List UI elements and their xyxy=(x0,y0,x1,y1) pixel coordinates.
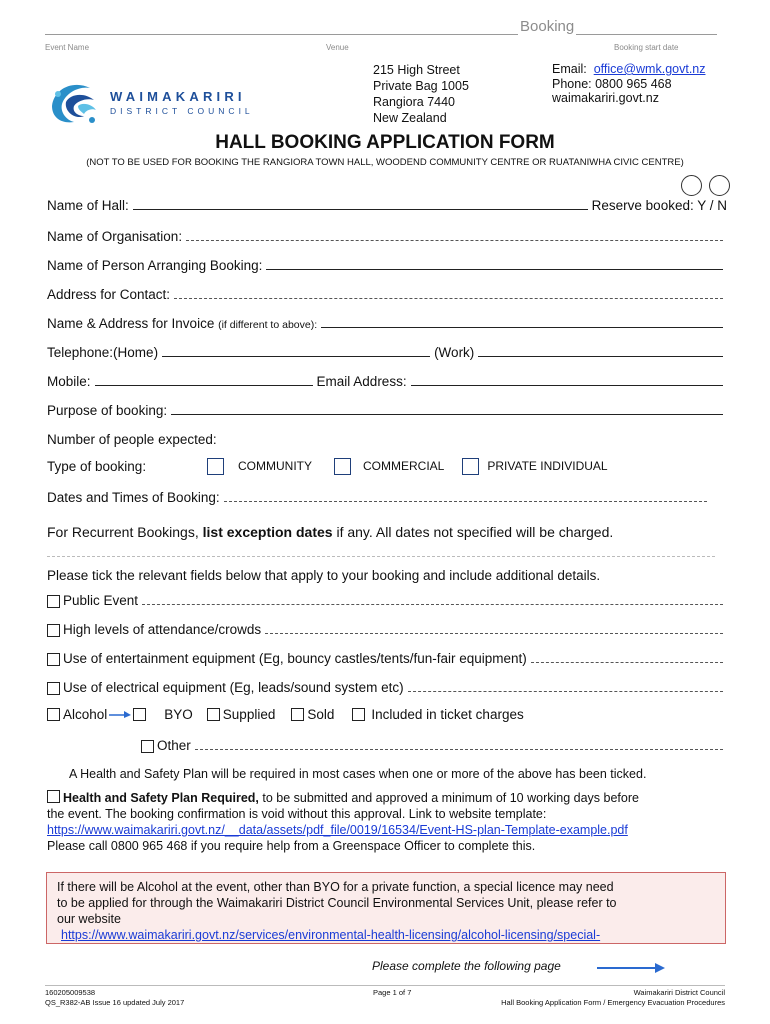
entertainment-row xyxy=(47,646,727,666)
public-event-checkbox[interactable] xyxy=(47,595,60,608)
people-row xyxy=(47,427,727,447)
attendance-row xyxy=(47,617,727,637)
form-title: HALL BOOKING APPLICATION FORM xyxy=(215,132,555,153)
alcohol-note-line: to be applied for through the Waimakariri District Council Environmental Services Unit, please refer to xyxy=(57,896,617,910)
hs-plan-bold: Health and Safety Plan Required, xyxy=(63,791,259,805)
mobile-input-line[interactable] xyxy=(95,385,313,386)
footer-doc: Hall Booking Application Form / Emergency Evacuation Procedures xyxy=(501,998,725,1007)
person-input-line[interactable] xyxy=(266,269,723,270)
event-name-label: Event Name xyxy=(45,43,90,52)
alcohol-licence-note xyxy=(46,872,726,944)
electrical-row xyxy=(47,675,727,695)
address-line: 215 High Street xyxy=(373,63,460,77)
logo-wordmark: WAIMAKARIRI xyxy=(110,89,246,104)
recurrent-prefix: For Recurrent Bookings, xyxy=(47,524,199,540)
booking-label: Booking xyxy=(520,18,575,35)
tel-work-label: (Work) xyxy=(434,345,475,360)
footer-code: 160205009538 xyxy=(45,988,96,997)
hs-note-row xyxy=(69,761,749,781)
purpose-input-line[interactable] xyxy=(171,414,723,415)
email-input-line[interactable] xyxy=(411,385,723,386)
website-text: waimakariri.govt.nz xyxy=(552,91,659,105)
email-label: Email: xyxy=(552,62,587,76)
other-checkbox[interactable] xyxy=(141,740,154,753)
electrical-input-line[interactable] xyxy=(408,691,723,692)
person-label: Name of Person Arranging Booking: xyxy=(47,258,263,273)
private-checkbox[interactable] xyxy=(462,458,479,475)
footer-page: Page 1 of 7 xyxy=(373,988,412,997)
footer-issue: QS_R382-AB Issue 16 updated July 2017 xyxy=(45,998,185,1007)
entertainment-input-line[interactable] xyxy=(531,662,723,663)
email-link[interactable]: office@wmk.govt.nz xyxy=(593,62,706,76)
address-line: Private Bag 1005 xyxy=(373,79,469,93)
logo-subtitle: DISTRICT COUNCIL xyxy=(110,106,254,116)
address-row xyxy=(47,282,727,302)
alcohol-note-line: our website xyxy=(57,912,121,926)
invoice-note: (if different to above): xyxy=(218,319,318,331)
entertainment-checkbox[interactable] xyxy=(47,653,60,666)
alcohol-checkbox[interactable] xyxy=(47,708,60,721)
invoice-input-line[interactable] xyxy=(321,327,723,328)
mobile-row xyxy=(47,369,727,389)
tel-work-input-line[interactable] xyxy=(478,356,723,357)
tel-home-label: Telephone:(Home) xyxy=(47,345,159,360)
hs-plan-block xyxy=(47,790,737,854)
hs-plan-text2: the event. The booking confirmation is void without this approval. Link to website template: xyxy=(47,807,547,821)
type-label: Type of booking: xyxy=(47,458,147,474)
mobile-label: Mobile: xyxy=(47,374,91,389)
council-logo-icon xyxy=(44,76,108,132)
alcohol-label: Alcohol xyxy=(63,706,108,722)
attendance-input-line[interactable] xyxy=(265,633,723,634)
attendance-label: High levels of attendance/crowds xyxy=(63,622,262,637)
other-row xyxy=(141,733,727,753)
person-row xyxy=(47,253,727,273)
arrow-right-icon xyxy=(109,709,131,719)
hs-plan-checkbox[interactable] xyxy=(47,790,60,803)
venue-label: Venue xyxy=(326,43,349,52)
commercial-checkbox[interactable] xyxy=(334,458,351,475)
council-address xyxy=(373,62,469,126)
dates-label: Dates and Times of Booking: xyxy=(47,490,220,505)
sold-label: Sold xyxy=(307,706,335,722)
recurrent-suffix: if any. All dates not specified will be charged. xyxy=(336,524,614,540)
tel-home-input-line[interactable] xyxy=(162,356,430,357)
hs-note-text: A Health and Safety Plan will be required in most cases when one or more of the above has been ticked. xyxy=(69,767,647,781)
public-event-row xyxy=(47,588,727,608)
dates-row xyxy=(47,485,711,505)
form-subtitle: (NOT TO BE USED FOR BOOKING THE RANGIORA TOWN HALL, WOODEND COMMUNITY CENTRE OR RUATANIWHA CIVIC CENTRE) xyxy=(86,157,684,168)
hs-template-link[interactable]: https://www.waimakariri.govt.nz/__data/assets/pdf_file/0019/16534/Event-HS-plan-Template-example.pdf xyxy=(47,823,628,837)
private-label: PRIVATE INDIVIDUAL xyxy=(487,459,608,473)
arrow-right-icon xyxy=(597,962,667,974)
start-date-label: Booking start date xyxy=(614,43,679,52)
community-checkbox[interactable] xyxy=(207,458,224,475)
community-label: COMMUNITY xyxy=(238,459,312,473)
footer-org: Waimakariri District Council xyxy=(633,988,725,997)
hall-row xyxy=(47,193,727,213)
byo-checkbox[interactable] xyxy=(133,708,146,721)
tick-intro-text: Please tick the relevant fields below that apply to your booking and include additional details. xyxy=(47,568,601,583)
electrical-label: Use of electrical equipment (Eg, leads/sound system etc) xyxy=(63,680,404,695)
other-input-line[interactable] xyxy=(195,749,723,750)
included-checkbox[interactable] xyxy=(352,708,365,721)
phone-text: Phone: 0800 965 468 xyxy=(552,76,672,91)
electrical-checkbox[interactable] xyxy=(47,682,60,695)
alcohol-note-line: If there will be Alcohol at the event, other than BYO for a private function, a special licence may need xyxy=(57,880,614,894)
purpose-label: Purpose of booking: xyxy=(47,403,168,418)
type-row xyxy=(47,456,727,476)
public-event-label: Public Event xyxy=(63,593,139,608)
footer-rule xyxy=(45,985,725,986)
purpose-row xyxy=(47,398,727,418)
organisation-row xyxy=(47,224,727,244)
sold-checkbox[interactable] xyxy=(291,708,304,721)
hs-help-text: Please call 0800 965 468 if you require help from a Greenspace Officer to complete this. xyxy=(47,839,536,853)
hall-input-line[interactable] xyxy=(133,209,588,210)
recurrent-row xyxy=(47,520,727,540)
footer-left xyxy=(45,988,184,1008)
header-rule xyxy=(45,34,717,35)
attendance-checkbox[interactable] xyxy=(47,624,60,637)
tick-intro xyxy=(47,563,727,583)
supplied-label: Supplied xyxy=(222,706,276,722)
reserve-label: Reserve booked: Y / N xyxy=(591,198,727,213)
included-label: Included in ticket charges xyxy=(371,706,524,722)
footer-right xyxy=(460,988,725,1008)
supplied-checkbox[interactable] xyxy=(207,708,220,721)
byo-label: BYO xyxy=(164,706,193,722)
commercial-label: COMMERCIAL xyxy=(363,459,445,473)
hall-label: Name of Hall: xyxy=(47,198,129,213)
other-label: Other xyxy=(157,738,191,753)
people-label: Number of people expected: xyxy=(47,432,217,447)
alcohol-row xyxy=(47,704,727,724)
telephone-row xyxy=(47,340,727,360)
dates-input-line[interactable] xyxy=(224,501,707,502)
hs-plan-text1: to be submitted and approved a minimum of 10 working days before xyxy=(262,791,639,805)
council-contact xyxy=(552,62,706,106)
entertainment-label: Use of entertainment equipment (Eg, bouncy castles/tents/fun-fair equipment) xyxy=(63,651,527,666)
address-line: New Zealand xyxy=(373,111,447,125)
continue-note: Please complete the following page xyxy=(372,959,561,973)
recurrent-dates-line[interactable] xyxy=(47,556,715,557)
address-input-line[interactable] xyxy=(174,298,723,299)
organisation-label: Name of Organisation: xyxy=(47,229,183,244)
recurrent-bold: list exception dates xyxy=(202,524,333,540)
organisation-input-line[interactable] xyxy=(186,240,723,241)
invoice-label: Name & Address for Invoice xyxy=(47,316,215,331)
address-label: Address for Contact: xyxy=(47,287,171,302)
public-event-input-line[interactable] xyxy=(142,604,723,605)
alcohol-licence-link[interactable]: https://www.waimakariri.govt.nz/services/environmental-health-licensing/alcohol-licensing/special- xyxy=(61,928,601,942)
invoice-row xyxy=(47,311,727,331)
email-address-label: Email Address: xyxy=(316,374,407,389)
address-line: Rangiora 7440 xyxy=(373,95,456,109)
